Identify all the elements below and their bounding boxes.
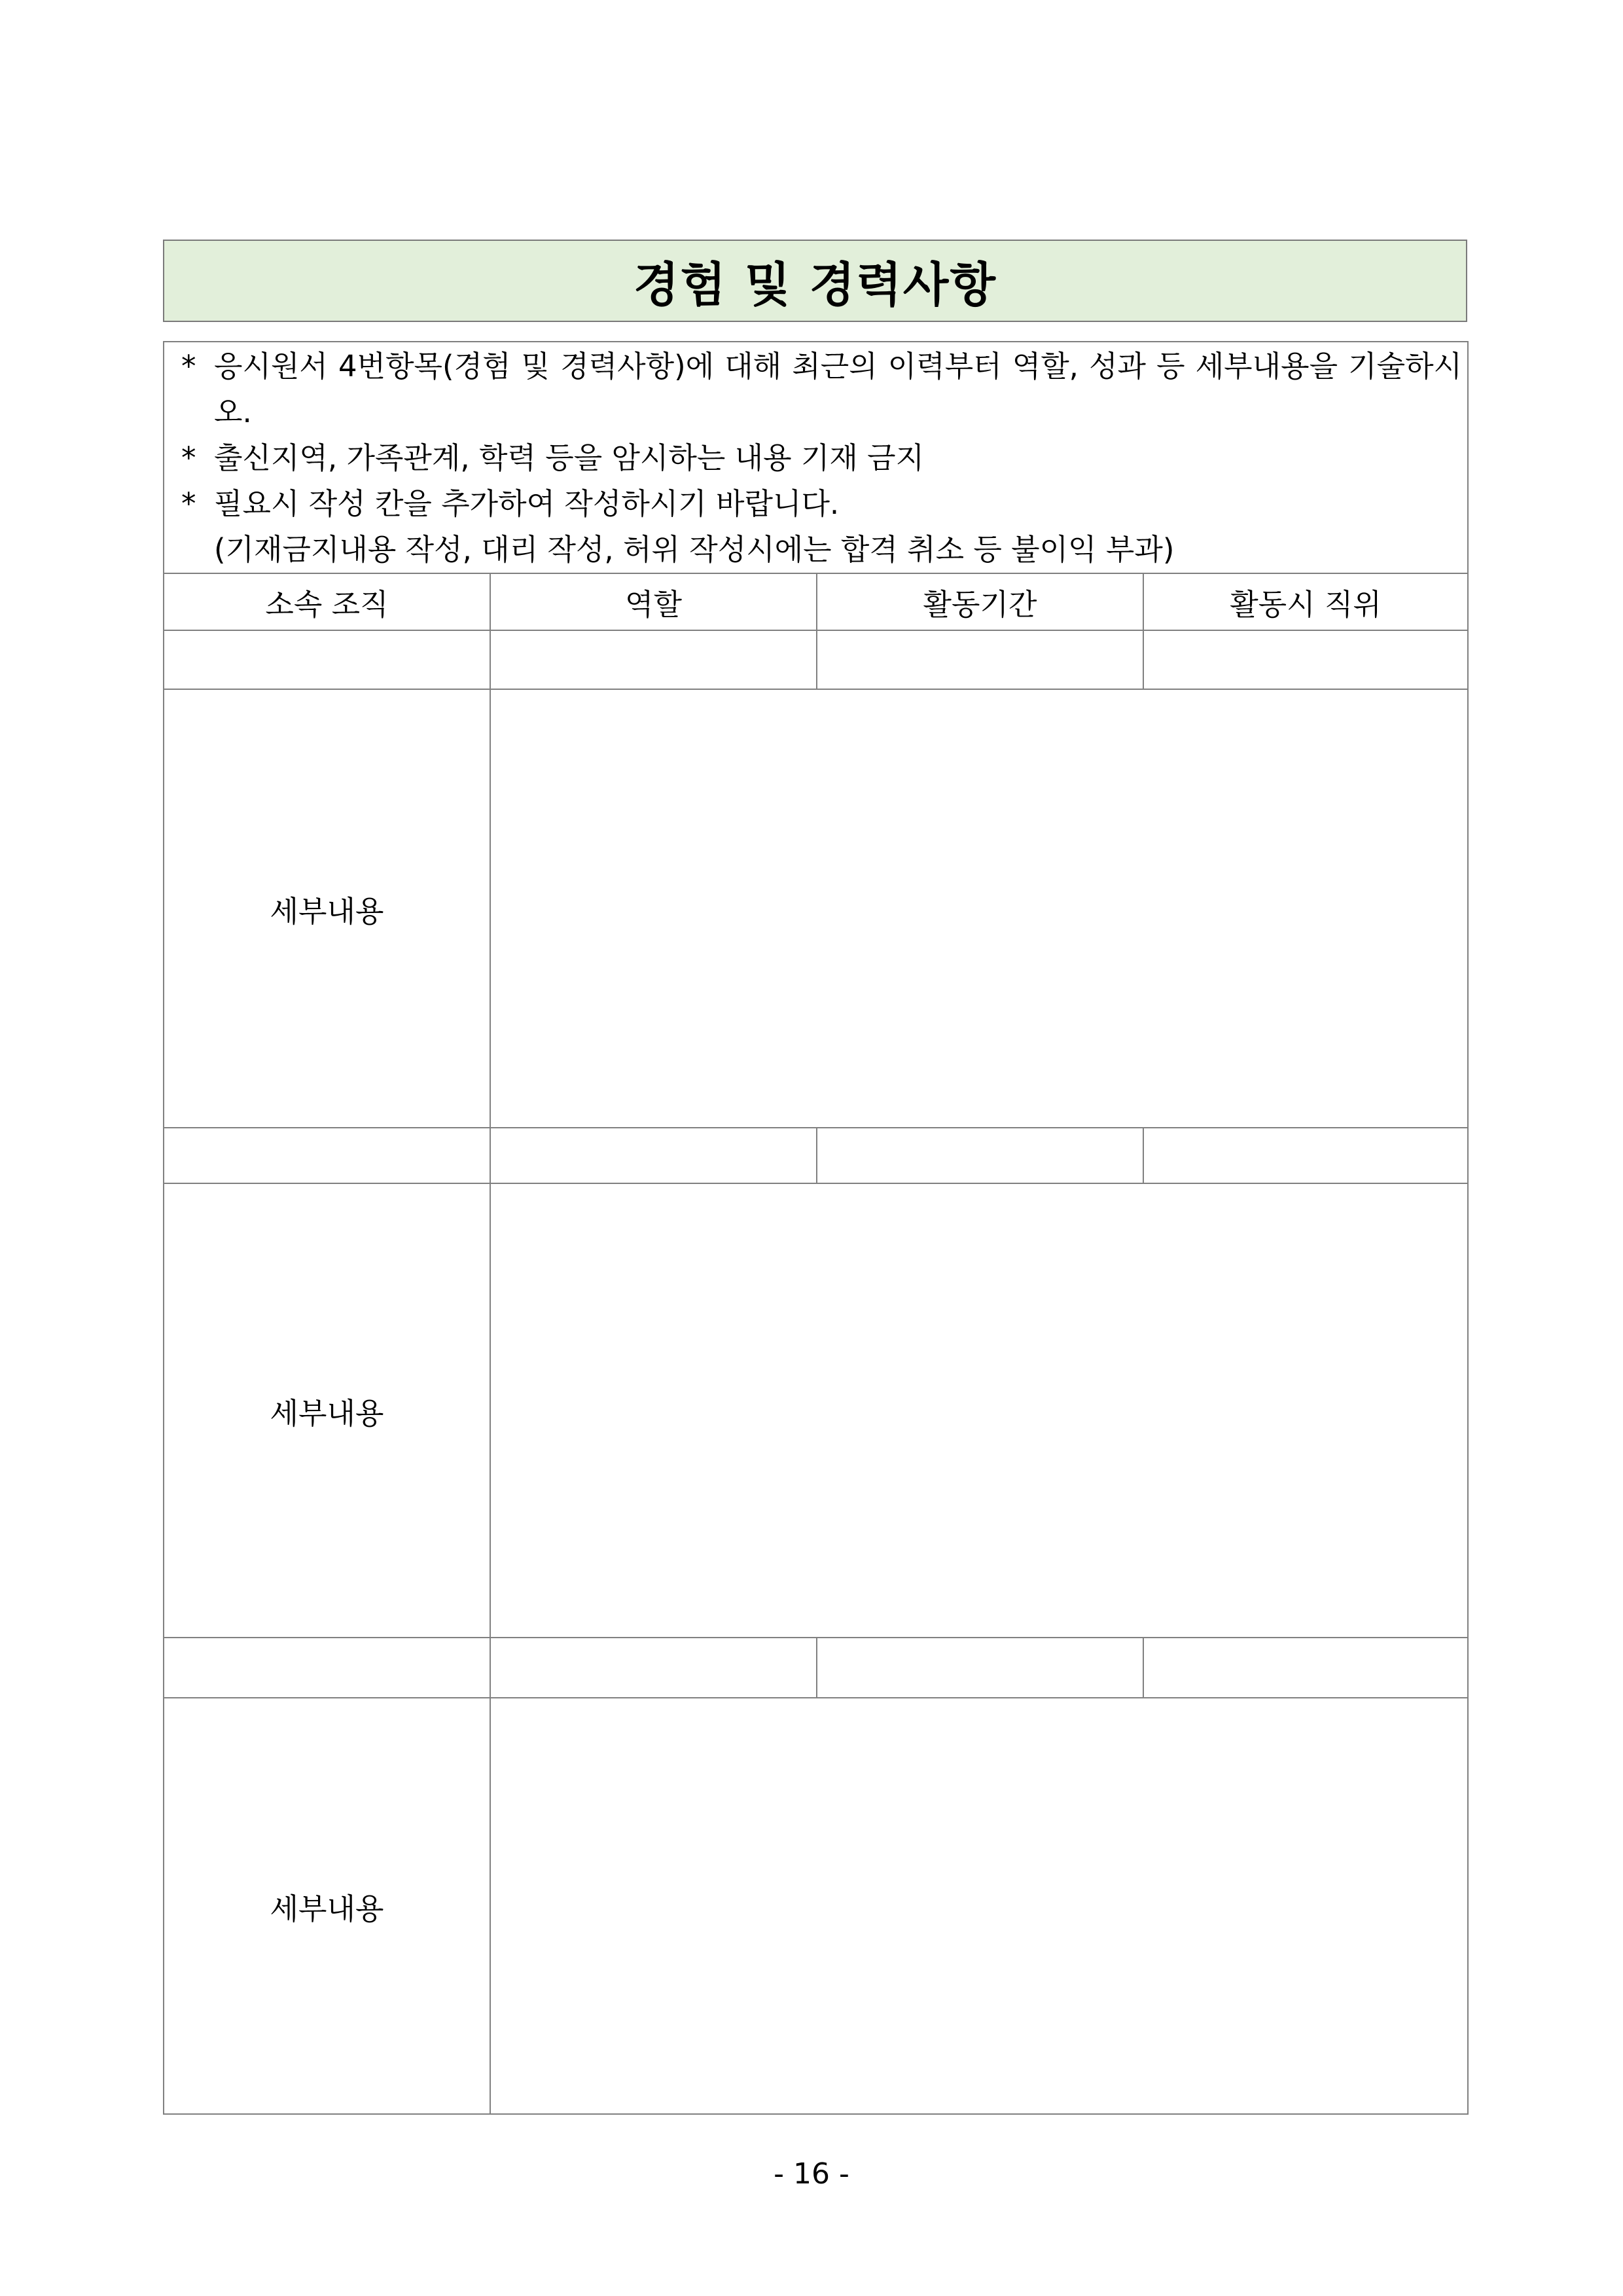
organization-cell <box>164 1128 490 1183</box>
entry-detail-row <box>164 1698 1468 2114</box>
header-role: 역할 <box>490 573 817 630</box>
entry-info-row <box>164 1128 1468 1183</box>
bullet-spacer <box>181 527 214 573</box>
entry-info-row <box>164 630 1468 689</box>
header-organization: 소속 조직 <box>164 573 490 630</box>
bullet-marker: * <box>181 440 196 475</box>
entry-detail-row <box>164 1183 1468 1638</box>
instructions-row <box>164 342 1468 573</box>
position-cell <box>1143 1638 1468 1698</box>
role-cell <box>490 1638 817 1698</box>
header-period: 활동기간 <box>817 573 1143 630</box>
period-cell <box>817 1638 1143 1698</box>
role-cell <box>490 630 817 689</box>
period-cell <box>817 1128 1143 1183</box>
experience-form-table <box>163 341 1469 2115</box>
detail-label-cell: 세부내용 <box>164 1698 490 2114</box>
entry-info-row <box>164 1638 1468 1698</box>
position-cell <box>1143 630 1468 689</box>
instruction-item <box>181 481 1462 527</box>
bullet-marker: * <box>181 349 196 384</box>
entry-detail-row <box>164 689 1468 1128</box>
position-cell <box>1143 1128 1468 1183</box>
detail-label-cell: 세부내용 <box>164 1183 490 1638</box>
instruction-text: (기재금지내용 작성, 대리 작성, 허위 작성시에는 합격 취소 등 불이익 부과) <box>214 532 1175 567</box>
page-title: 경험 및 경력사항 <box>633 257 997 312</box>
instruction-item <box>181 527 1462 573</box>
title-box <box>163 240 1467 322</box>
detail-label-cell: 세부내용 <box>164 689 490 1128</box>
organization-cell <box>164 1638 490 1698</box>
instruction-item <box>181 435 1462 481</box>
instruction-text: 필요시 작성 칸을 추가하여 작성하시기 바랍니다. <box>214 486 840 521</box>
bullet-marker: * <box>181 486 196 521</box>
header-position: 활동시 직위 <box>1143 573 1468 630</box>
instructions-cell <box>164 342 1468 573</box>
role-cell <box>490 1128 817 1183</box>
instruction-text: 응시원서 4번항목(경험 및 경력사항)에 대해 최근의 이력부터 역할, 성과 등 세부내용을 기술하시오. <box>214 349 1463 429</box>
detail-content-cell <box>490 689 1468 1128</box>
detail-content-cell <box>490 1698 1468 2114</box>
organization-cell <box>164 630 490 689</box>
detail-content-cell <box>490 1183 1468 1638</box>
header-row <box>164 573 1468 630</box>
instruction-text: 출신지역, 가족관계, 학력 등을 암시하는 내용 기재 금지 <box>214 440 925 475</box>
page-number: - 16 - <box>774 2157 849 2191</box>
period-cell <box>817 630 1143 689</box>
instruction-item <box>181 344 1462 435</box>
